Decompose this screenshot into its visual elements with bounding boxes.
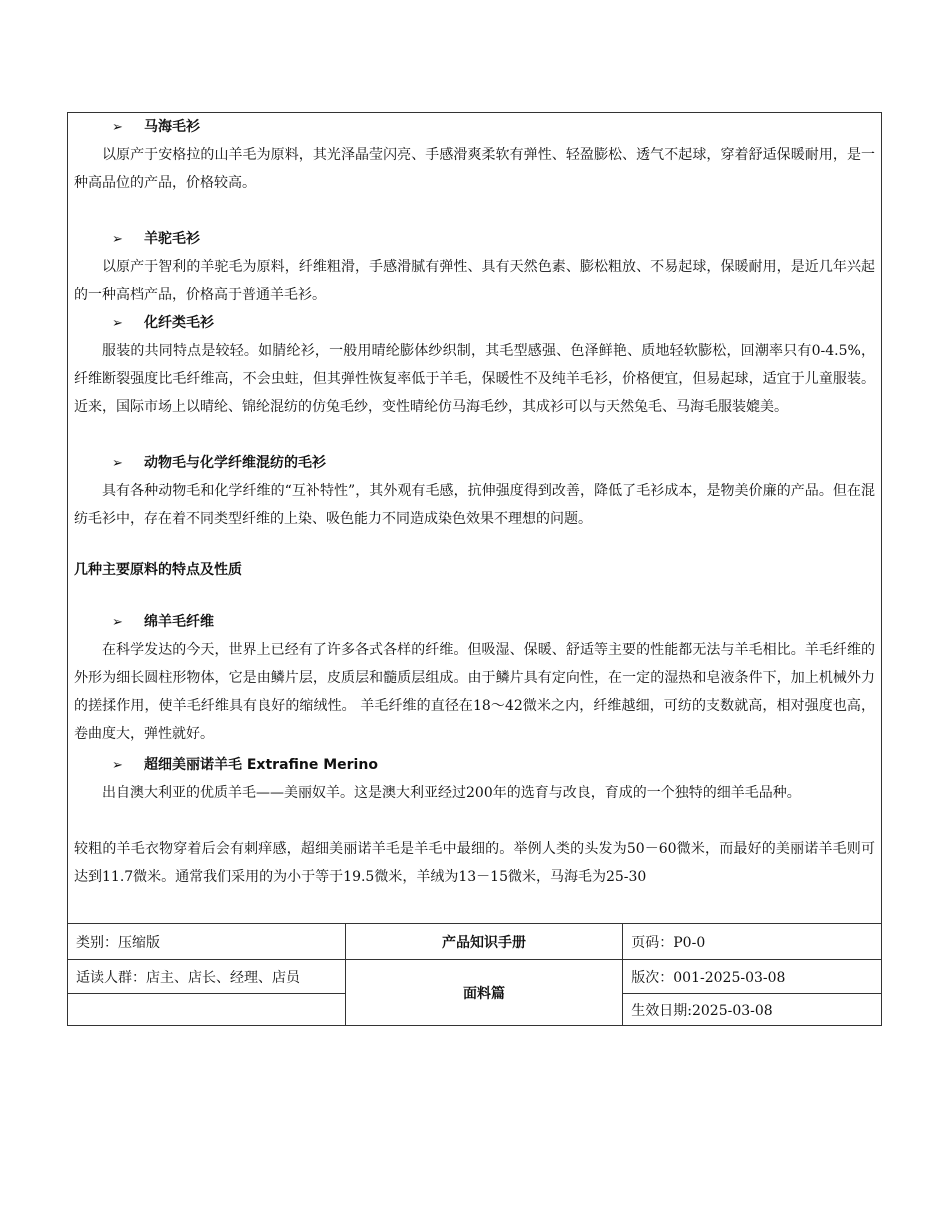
manual-title: 产品知识手册 [345,924,623,960]
heading-alpaca [112,225,200,254]
heading-text: 超细美丽诺羊毛 Extrafine Merino [144,757,378,773]
heading-blend [112,449,326,478]
footer-table [67,923,882,1026]
arrow-bullet-icon: ➢ [112,758,123,773]
arrow-bullet-icon: ➢ [112,456,123,471]
paragraph-blend: 具有各种动物毛和化学纤维的“互补特性”，其外观有毛感，抗伸强度得到改善，降低了毛衫成本，是物美价廉的产品。但在混纺毛衫中，存在着不同类型纤维的上染、吸色能力不同造成染色效果不理想的问题。 [74,483,875,527]
heading-text: 化纤类毛衫 [144,315,214,331]
paragraph-alpaca: 以原产于智利的羊驼毛为原料，纤维粗滑，手感滑腻有弹性、具有天然色素、膨松粗放、不易起球，保暖耐用，是近几年兴起的一种高档产品，价格高于普通羊毛衫。 [74,259,875,303]
heading-text: 绵羊毛纤维 [144,614,214,630]
heading-text: 动物毛与化学纤维混纺的毛衫 [144,455,326,471]
paragraph-mohair: 以原产于安格拉的山羊毛为原料，其光泽晶莹闪亮、手感滑爽柔软有弹性、轻盈膨松、透气不起球，穿着舒适保暖耐用，是一种高品位的产品，价格较高。 [74,147,875,191]
page-number: 页码：P0-0 [623,924,882,960]
arrow-bullet-icon: ➢ [112,232,123,247]
category-cell: 类别：压缩版 [68,924,346,960]
paragraph-wool: 在科学发达的今天，世界上已经有了许多各式各样的纤维。但吸湿、保暖、舒适等主要的性能都无法与羊毛相比。羊毛纤维的外形为细长圆柱形物体，它是由鳞片层，皮质层和髓质层组成。由于鳞片具有定向性，在一定的湿热和皂液条件下，加上机械外力的搓揉作用，使羊毛纤维具有良好的缩绒性。 羊毛纤维的直径在18～42微米之内，纤维越细，可纺的支数就高，相对强度也高，卷曲度大，弹性就好。 [74,642,875,742]
arrow-bullet-icon: ➢ [112,615,123,630]
paragraph-merino-detail: 较粗的羊毛衣物穿着后会有刺痒感，超细美丽诺羊毛是羊毛中最细的。举例人类的头发为50－60微米，而最好的美丽诺羊毛则可达到11.7微米。通常我们采用的为小于等于19.5微米，羊绒为13－15微米，马海毛为25-30 [74,841,875,885]
heading-text: 羊驼毛衫 [144,231,200,247]
arrow-bullet-icon: ➢ [112,120,123,135]
heading-mohair [112,113,200,142]
audience-cell: 适读人群：店主、店长、经理、店员 [68,960,346,994]
heading-wool [112,608,214,637]
effective-date: 生效日期:2025-03-08 [623,994,882,1026]
heading-text: 马海毛衫 [144,119,200,135]
content-frame [67,112,882,923]
heading-synthetic [112,309,214,338]
manual-subtitle: 面料篇 [345,960,623,1026]
section-title: 几种主要原料的特点及性质 [74,562,242,578]
arrow-bullet-icon: ➢ [112,316,123,331]
paragraph-merino: 出自澳大利亚的优质羊毛——美丽奴羊。这是澳大利亚经过200年的选育与改良，育成的一个独特的细羊毛品种。 [102,785,801,801]
paragraph-synthetic: 服装的共同特点是较轻。如腈纶衫，一般用晴纶膨体纱织制，其毛型感强、色泽鲜艳、质地轻软膨松，回潮率只有0-4.5%，纤维断裂强度比毛纤维高，不会虫蛀，但其弹性恢复率低于羊毛，保暖性不及纯羊毛衫，价格便宜，但易起球，适宜于儿童服装。近来，国际市场上以晴纶、锦纶混纺的仿兔毛纱，变性晴纶仿马海毛纱，其成衫可以与天然兔毛、马海毛服装媲美。 [74,343,875,415]
version-cell: 版次：001-2025-03-08 [623,960,882,994]
heading-merino [112,751,378,780]
empty-cell [68,994,346,1026]
